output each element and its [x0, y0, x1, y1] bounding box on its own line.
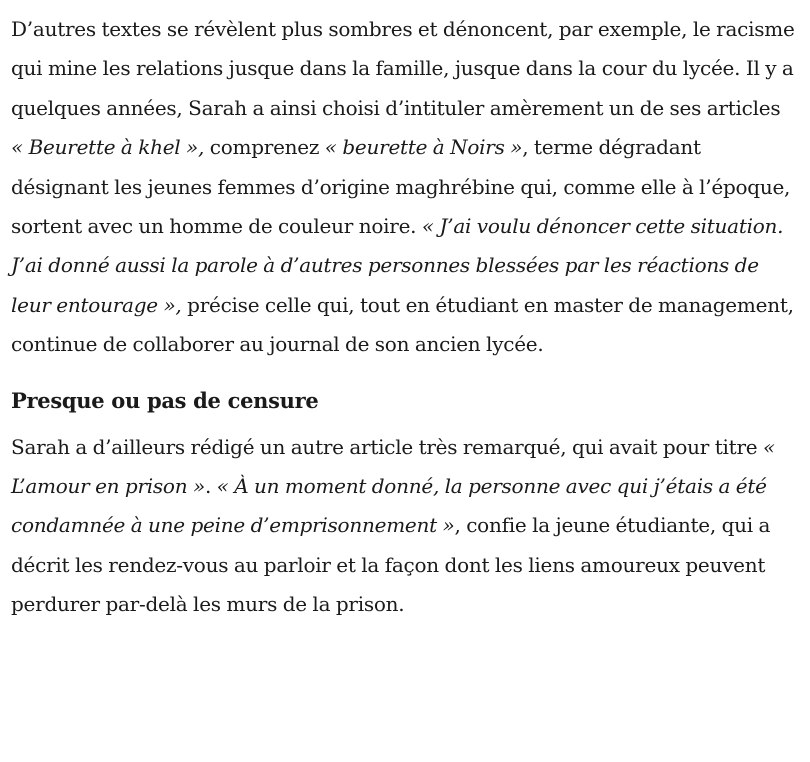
paragraph-text: .: [204, 474, 217, 499]
paragraph-text: précise celle qui, tout en étudiant en master de management, continue de collaborer au journal de son ancien lycée.: [11, 292, 794, 357]
paragraph-text: comprenez: [204, 135, 325, 160]
article-title-quote: « Beurette à khel »,: [11, 135, 205, 160]
article-paragraph: [11, 428, 795, 625]
article-title-quote: « L’amour en prison »: [11, 434, 775, 499]
paragraph-text: Sarah a d’ailleurs rédigé un autre article très remarqué, qui avait pour titre: [11, 434, 763, 459]
paragraph-text: , terme dégradant désignant les jeunes femmes d’origine maghrébine qui, comme elle à l’époque, sortent avec un homme de couleur noire.: [11, 135, 791, 239]
article-paragraph: [11, 10, 795, 365]
interview-quote: « J’ai voulu dénoncer cette situation. J’ai donné aussi la parole à d’autres personnes blessées par les réactions de leur entourage »,: [11, 214, 784, 317]
term-quote: « beurette à Noirs »: [324, 135, 523, 160]
interview-quote: « À un moment donné, la personne avec qui j’étais a été condamnée à une peine d’emprisonnement »: [11, 474, 767, 538]
article-body: [11, 10, 795, 625]
section-subheading: Presque ou pas de censure: [11, 387, 319, 413]
paragraph-text: D’autres textes se révèlent plus sombres et dénoncent, par exemple, le racisme qui mine les relations jusque dans la famille, jusque dans la cour du lycée. Il y a quelques années, Sarah a ainsi choisi d’intituler amèrement un de ses articles: [11, 17, 795, 120]
paragraph-text: , confie la jeune étudiante, qui a décrit les rendez-vous au parloir et la façon dont les liens amoureux peuvent perdurer par-delà les murs de la prison.: [11, 513, 771, 617]
